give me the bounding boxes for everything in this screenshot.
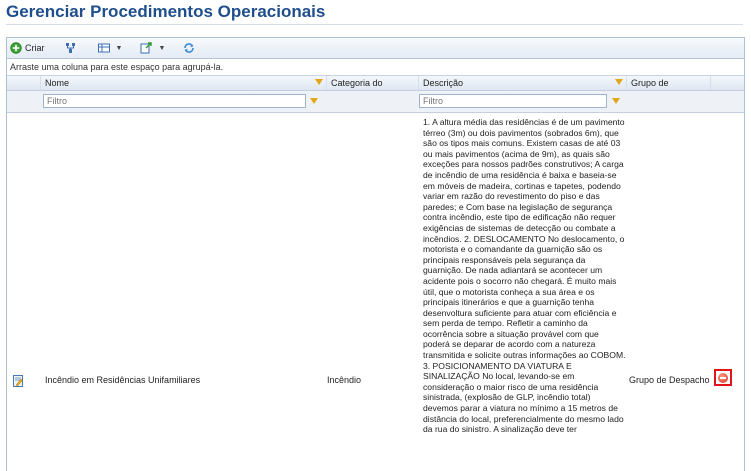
group-button[interactable] (98, 40, 123, 56)
column-header-label: Categoria do (331, 78, 383, 88)
filter-icon[interactable] (612, 98, 620, 104)
group-icon (98, 42, 110, 54)
remove-icon (718, 373, 728, 383)
refresh-button[interactable] (183, 40, 198, 56)
export-icon (140, 42, 152, 54)
edit-document-icon[interactable] (13, 375, 24, 387)
column-header-descricao[interactable] (419, 76, 627, 90)
export-button[interactable] (140, 40, 165, 56)
column-header-label: Nome (45, 78, 70, 88)
column-header-label: Descrição (423, 78, 464, 88)
chevron-down-icon[interactable]: ▼ (115, 44, 123, 52)
filter-row (7, 91, 744, 113)
column-header-label: Grupo de (631, 78, 669, 88)
procedures-grid-panel (6, 37, 745, 471)
cell-descricao: 1. A altura média das residências é de um pavimento térreo (3m) ou dois pavimentos (sobrados 6m), que são os tipos mais comuns. Existem casas de até 03 ou mais pavimentos (acima de 9m), as quais são exceções para nossos padrões construtivos; A carga de incêndio de uma residência é baixa e baseia-se em móveis de madeira, cortinas e tapetes, podendo variar em razão do revestimento do piso e das paredes; e Com base na legislação de segurança contra incêndio, este tipo de edificação não requer exigências de sistemas de detecção ou combate a incêndios. 2. DESLOCAMENTO No deslocamento, o motorista e o comandante da guarnição são os principais responsáveis pela segurança da guarnição. De nada adiantará se acontecer um acidente pois o socorro não chegará. É muito mais útil, que o motorista conheça a sua área e os principais itinerários e que a guarnição tenha desenvoltura suficiente para atuar com eficiência e sem perda de tempo. Refletir a caminho da ocorrência sobre a situação provável com que poderá se deparar de acordo com a natureza transmitida e solicite outras informações ao COBOM. 3. POSICIONAMENTO DA VIATURA E SINALIZAÇÃO No local, levando-se em consideração o maior risco de uma residência sinistrada, (explosão de GLP, incêndio total) devemos parar a viatura no mínimo a 15 metros de distância do local, preferencialmente do mesmo lado da rua do sinistro. A sinalização deve ter (423, 117, 626, 435)
create-icon (10, 42, 22, 54)
columns-button[interactable] (65, 40, 80, 56)
table-row[interactable] (7, 113, 744, 471)
create-button[interactable] (10, 40, 45, 56)
filter-icon[interactable] (310, 98, 318, 104)
filter-input-nome[interactable] (43, 94, 306, 108)
cell-categoria: Incêndio (327, 375, 362, 385)
delete-button[interactable] (714, 369, 732, 386)
page-title: Gerenciar Procedimentos Operacionais (6, 2, 326, 21)
refresh-icon (183, 42, 195, 54)
filter-input-descricao[interactable] (419, 94, 607, 108)
header-icon-column (7, 76, 41, 90)
group-drop-area[interactable]: Arraste uma coluna para este espaço para agrupá-la. (7, 59, 744, 76)
filter-icon[interactable] (615, 79, 623, 85)
cell-grupo: Grupo de Despacho (629, 375, 710, 385)
title-divider (6, 24, 743, 25)
chevron-down-icon[interactable]: ▼ (158, 44, 166, 52)
columns-icon (65, 42, 77, 54)
header-row (7, 76, 744, 91)
filter-icon[interactable] (315, 79, 323, 85)
cell-nome: Incêndio em Residências Unifamiliares (45, 375, 201, 385)
header-action-column (711, 76, 744, 90)
column-header-grupo[interactable] (627, 76, 711, 90)
create-label: Criar (25, 43, 45, 53)
toolbar (7, 38, 744, 59)
data-grid (7, 76, 744, 471)
column-header-nome[interactable] (41, 76, 327, 90)
column-header-categoria[interactable] (327, 76, 419, 90)
